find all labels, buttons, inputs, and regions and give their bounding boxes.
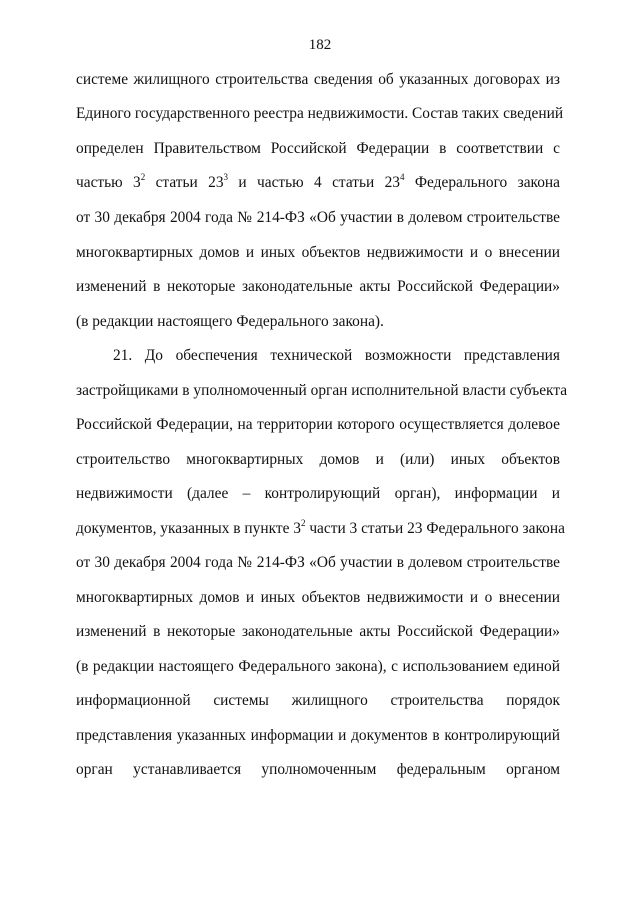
text-fragment: и частью 4 статьи 23 — [228, 174, 400, 191]
text-line: от 30 декабря 2004 года № 214-ФЗ «Об участии в долевом строительстве — [76, 554, 560, 571]
text-line — [76, 518, 565, 539]
text-line — [76, 173, 560, 193]
text-line: строительство многоквартирных домов и (или) иных объектов — [76, 451, 560, 468]
text-line: системе жилищного строительства сведения об указанных договорах из — [76, 71, 560, 88]
text-fragment: Федерального закона — [404, 174, 560, 191]
text-line: орган устанавливается уполномоченным федеральным органом — [76, 761, 560, 778]
text-line: недвижимости (далее – контролирующий орган), информации и — [76, 485, 560, 502]
text-line: многоквартирных домов и иных объектов недвижимости и о внесении — [76, 244, 560, 261]
superscript: 2 — [140, 172, 146, 182]
text-line: 21. До обеспечения технической возможности представления — [113, 347, 560, 364]
superscript: 4 — [400, 172, 405, 182]
text-line: информационной системы жилищного строительства порядок — [76, 692, 560, 709]
text-line: определен Правительством Российской Федерации в соответствии с — [76, 140, 560, 157]
text-fragment: частью 3 — [76, 174, 141, 191]
text-fragment: части 3 статьи 23 Федерального закона — [305, 520, 565, 537]
superscript: 2 — [300, 518, 306, 528]
text-line: застройщиками в уполномоченный орган исполнительной власти субъекта — [76, 382, 568, 399]
text-line: от 30 декабря 2004 года № 214-ФЗ «Об участии в долевом строительстве — [76, 209, 560, 226]
text-fragment: статьи 23 — [145, 174, 224, 191]
text-line: представления указанных информации и документов в контролирующий — [76, 727, 560, 744]
page-number: 182 — [308, 37, 332, 53]
text-line: Единого государственного реестра недвижимости. Состав таких сведений — [76, 105, 564, 122]
text-line: (в редакции настоящего Федерального закона), с использованием единой — [76, 658, 560, 675]
text-fragment: документов, указанных в пункте 3 — [76, 520, 301, 537]
text-line: многоквартирных домов и иных объектов недвижимости и о внесении — [76, 589, 560, 606]
text-line: (в редакции настоящего Федерального закона). — [76, 313, 384, 330]
text-line: изменений в некоторые законодательные акты Российской Федерации» — [76, 623, 560, 640]
superscript: 3 — [223, 172, 229, 182]
text-line: Российской Федерации, на территории которого осуществляется долевое — [76, 416, 560, 433]
text-line: изменений в некоторые законодательные акты Российской Федерации» — [76, 278, 560, 295]
